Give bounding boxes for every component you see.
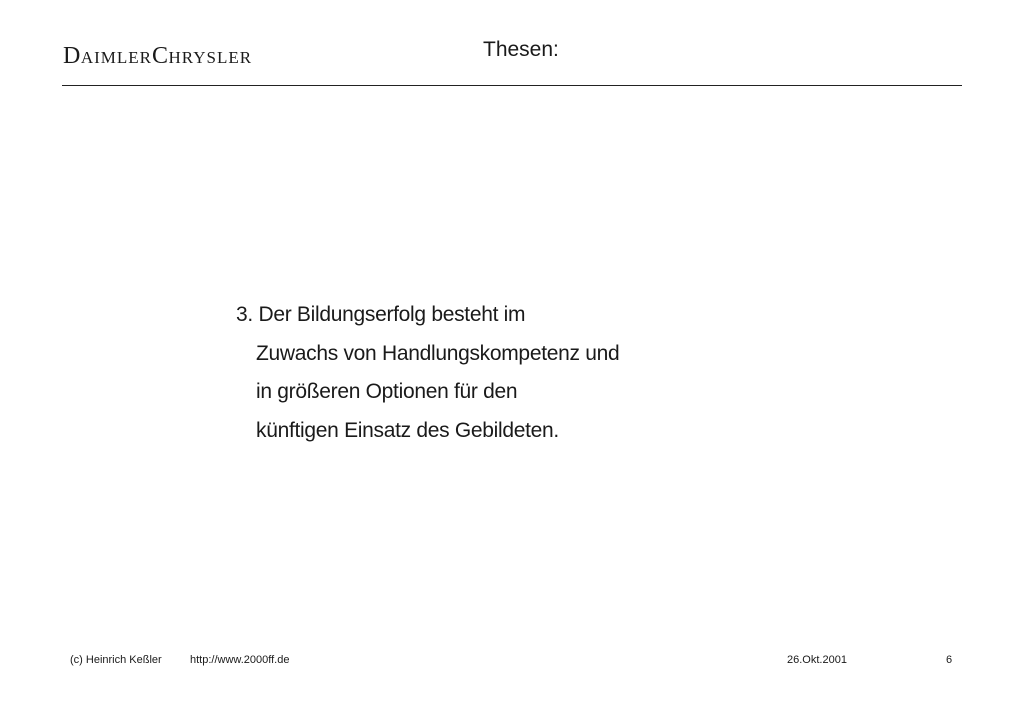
thesis-line: in größeren Optionen für den: [256, 380, 518, 403]
footer-copyright: (c) Heinrich Keßler: [70, 654, 162, 666]
thesis-text: [236, 296, 619, 450]
footer-date: 26.Okt.2001: [787, 654, 847, 666]
thesis-line: künftigen Einsatz des Gebildeten.: [256, 418, 559, 442]
footer-page-number: 6: [946, 654, 953, 666]
slide-title: Thesen:: [483, 38, 559, 61]
thesis-line: 3. Der Bildungserfolg besteht im: [236, 303, 526, 326]
footer-url: http://www.2000ff.de: [190, 654, 290, 666]
company-logo: DAIMLERCHRYSLER: [63, 43, 253, 69]
header-divider: [62, 85, 962, 86]
thesis-line: Zuwachs von Handlungskompetenz und: [256, 341, 620, 365]
